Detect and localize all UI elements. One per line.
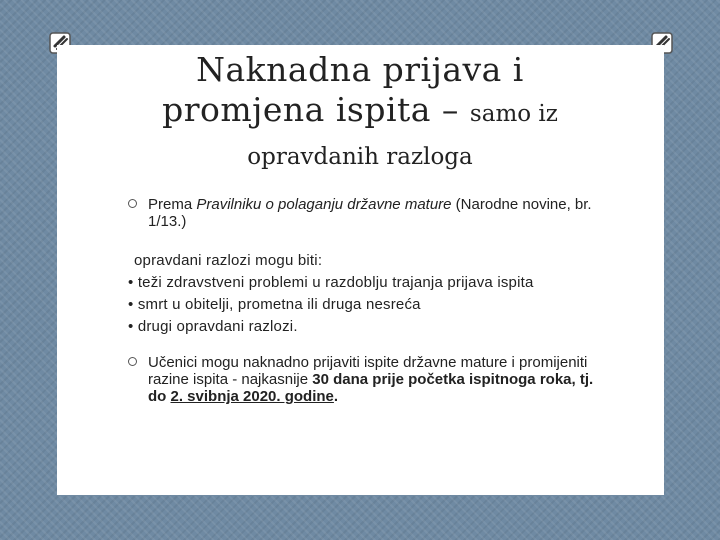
title-line-2-small: samo iz — [469, 101, 558, 127]
reason-item: • teži zdravstveni problemi u razdoblju trajanja prijava ispita — [128, 274, 534, 291]
bullet-1-suffix: (Narodne novine, br. 1/13.) — [148, 196, 592, 230]
reason-item: • smrt u obitelji, prometna ili druga nesreća — [128, 296, 421, 313]
title-line-1: Naknadna prijava i — [196, 50, 524, 89]
reasons-heading: opravdani razlozi mogu biti: — [134, 252, 323, 269]
title-line-3: opravdanih razloga — [247, 144, 473, 170]
title-line-2 — [60, 90, 660, 134]
circle-bullet-icon — [128, 199, 137, 208]
reason-item: • drugi opravdani razlozi. — [128, 318, 298, 335]
slide-title — [60, 50, 660, 172]
bullet-2-bold: 30 dana prije početka ispitnoga roka, tj. do — [148, 371, 594, 405]
circle-bullet-icon — [128, 357, 137, 366]
bullet-2-text — [148, 354, 608, 405]
bullet-1-text — [148, 196, 608, 230]
reasons-list — [128, 250, 628, 338]
bullet-1-italic: Pravilniku o polaganju državne mature — [196, 196, 452, 213]
bullet-2-date: 2. svibnja 2020. godine — [170, 388, 334, 405]
title-line-2-main: promjena ispita – — [162, 90, 470, 129]
bullet-1-prefix: Prema — [148, 196, 197, 213]
bullet-2-text-main: Učenici mogu naknadno prijaviti ispite državne mature i promijeniti razine ispita - najkasnije — [148, 354, 588, 388]
bullet-2-end: . — [333, 388, 339, 405]
